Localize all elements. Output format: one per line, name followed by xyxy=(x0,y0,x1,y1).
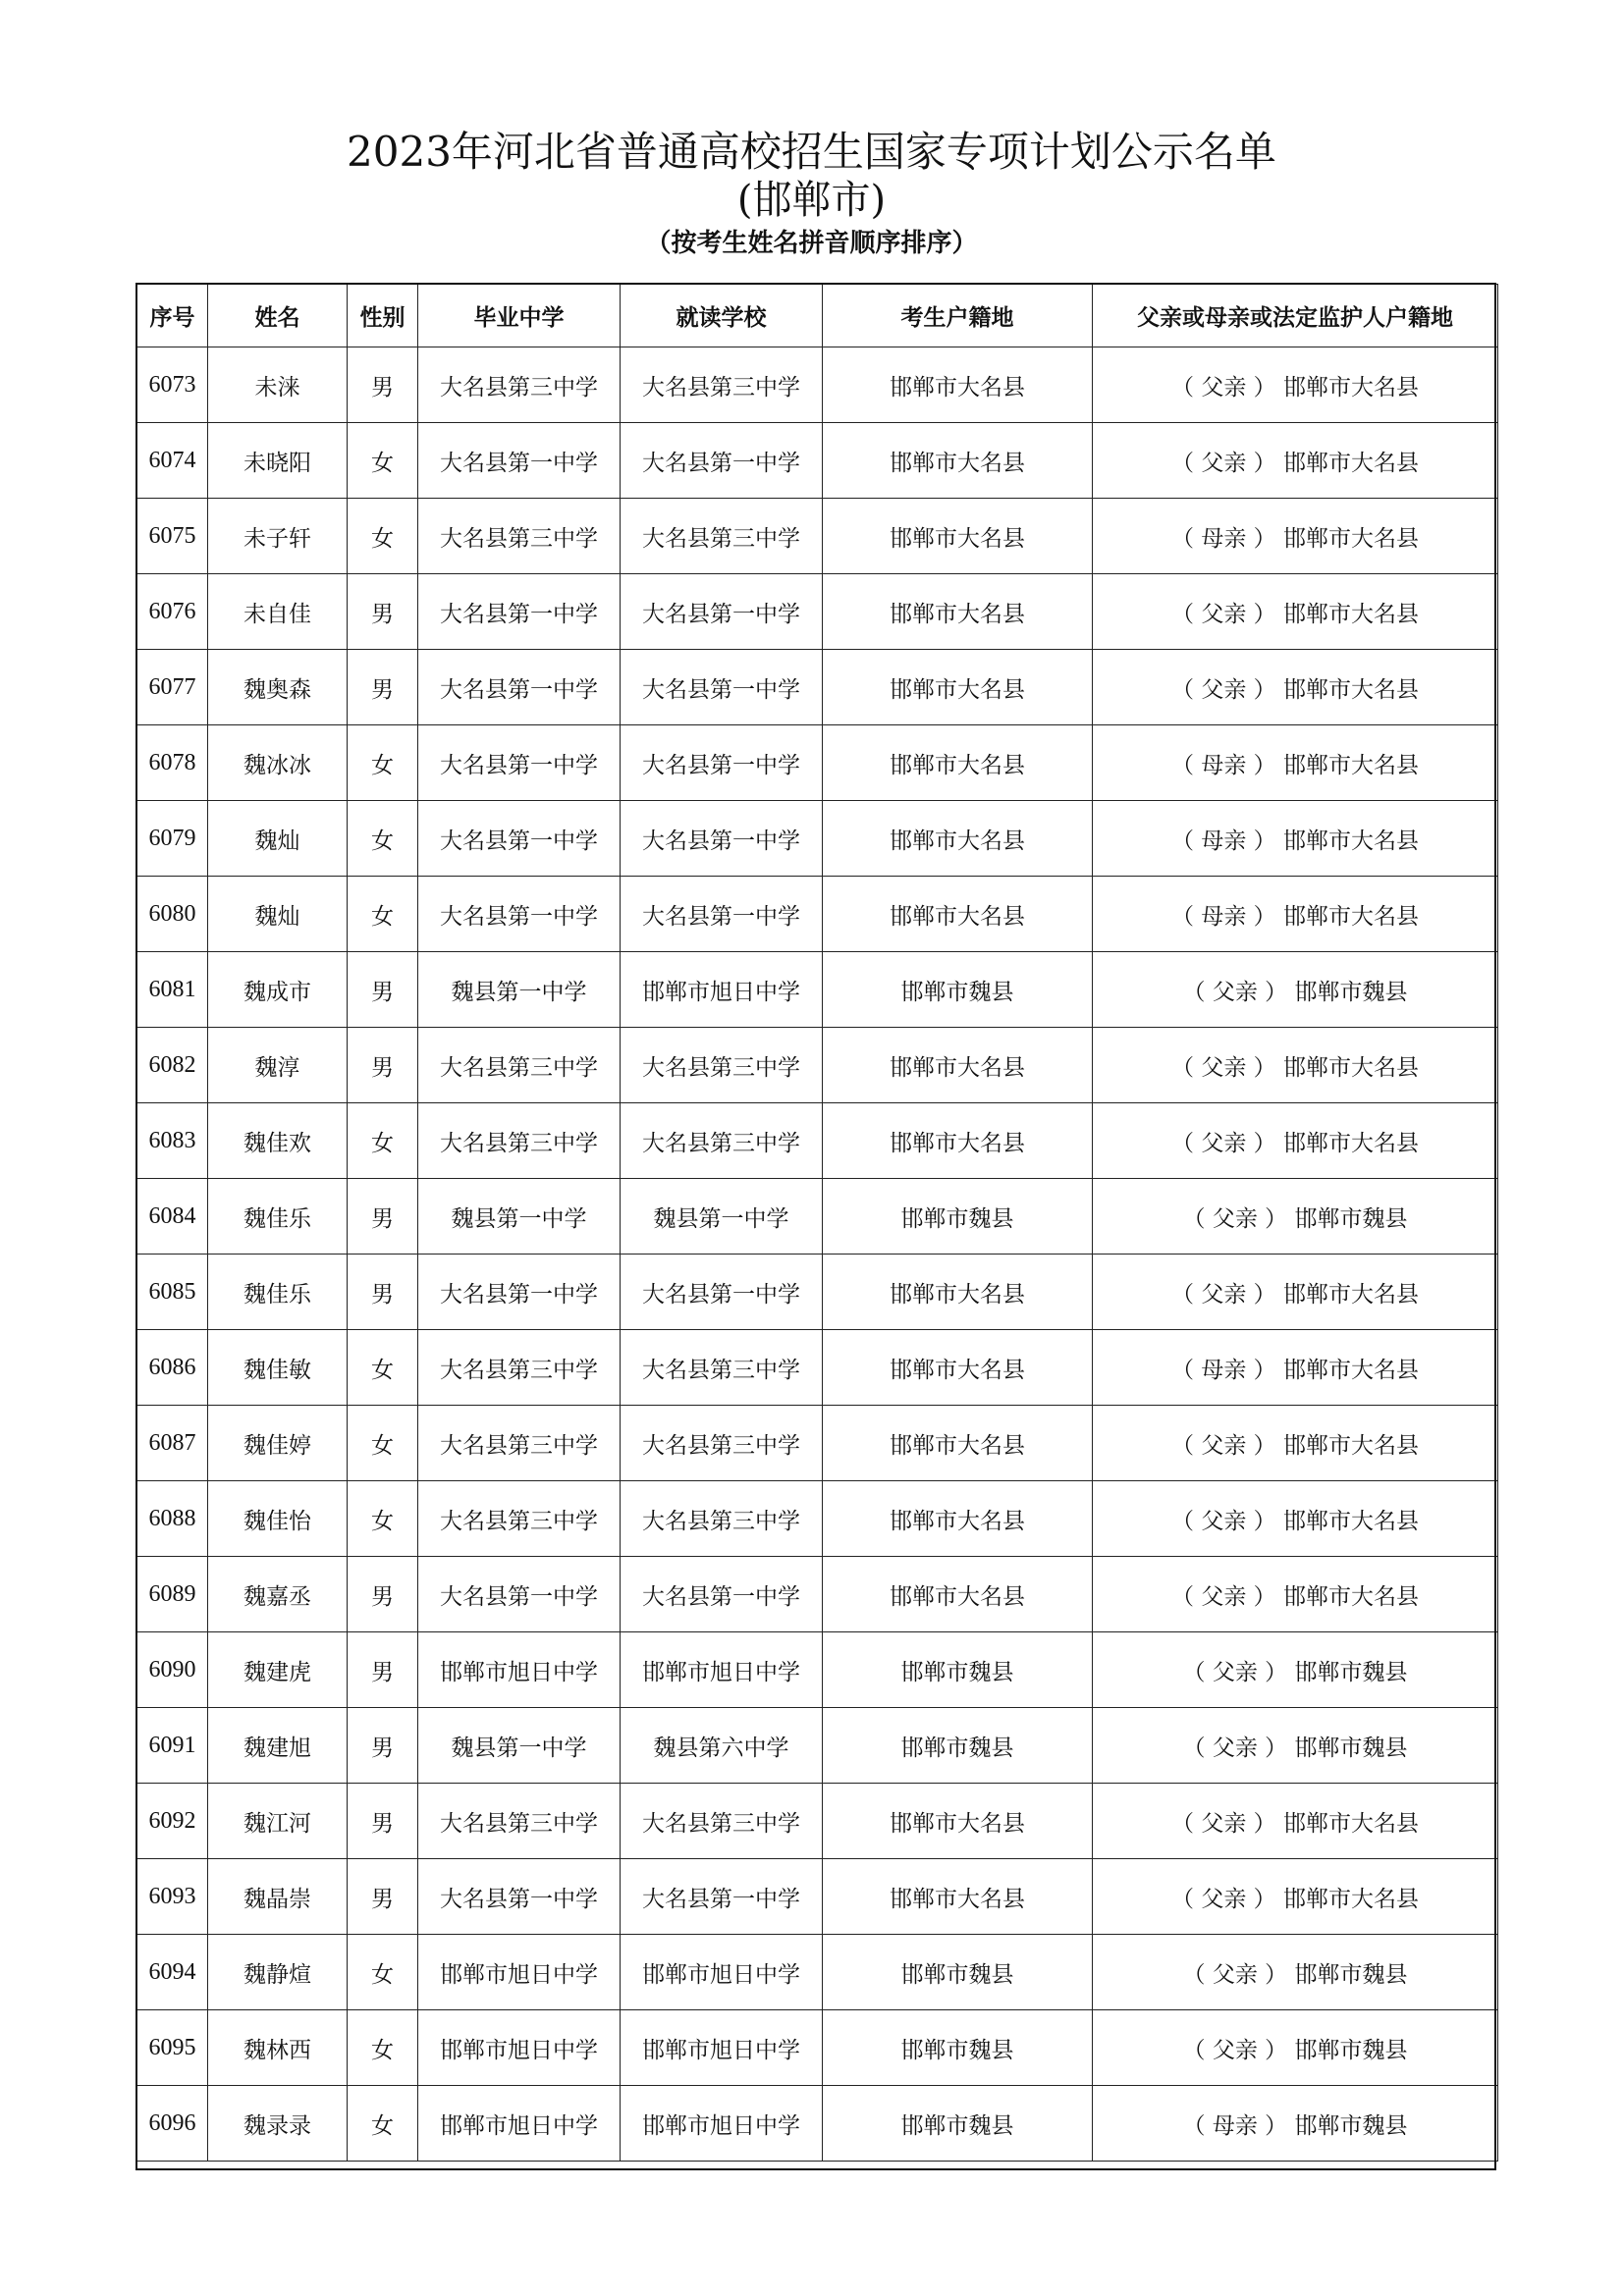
table-row xyxy=(137,877,1498,952)
cell-id: 6087 xyxy=(137,1406,208,1481)
cell-grad-school: 魏县第一中学 xyxy=(418,1708,621,1784)
cell-id: 6090 xyxy=(137,1632,208,1708)
cell-hukou: 邯郸市大名县 xyxy=(823,1557,1093,1632)
cell-id: 6093 xyxy=(137,1859,208,1935)
cell-guardian-hukou: （ 父亲 ） 邯郸市魏县 xyxy=(1093,1935,1498,2010)
cell-id: 6084 xyxy=(137,1179,208,1255)
cell-id: 6081 xyxy=(137,952,208,1028)
cell-guardian-hukou: （ 母亲 ） 邯郸市大名县 xyxy=(1093,1330,1498,1406)
cell-grad-school: 大名县第三中学 xyxy=(418,347,621,423)
cell-name: 魏成市 xyxy=(208,952,348,1028)
table-row xyxy=(137,1028,1498,1103)
cell-id: 6074 xyxy=(137,423,208,499)
cell-hukou: 邯郸市大名县 xyxy=(823,347,1093,423)
cell-grad-school: 大名县第三中学 xyxy=(418,499,621,574)
table-row xyxy=(137,1859,1498,1935)
table-row xyxy=(137,423,1498,499)
cell-guardian-hukou: （ 父亲 ） 邯郸市大名县 xyxy=(1093,1028,1498,1103)
cell-hukou: 邯郸市大名县 xyxy=(823,499,1093,574)
cell-hukou: 邯郸市大名县 xyxy=(823,1028,1093,1103)
cell-name: 魏江河 xyxy=(208,1784,348,1859)
cell-hukou: 邯郸市魏县 xyxy=(823,1632,1093,1708)
cell-gender: 女 xyxy=(348,423,418,499)
cell-hukou: 邯郸市大名县 xyxy=(823,423,1093,499)
cell-name: 未晓阳 xyxy=(208,423,348,499)
cell-grad-school: 大名县第一中学 xyxy=(418,1255,621,1330)
cell-gender: 女 xyxy=(348,2086,418,2162)
cell-name: 魏冰冰 xyxy=(208,725,348,801)
cell-gender: 男 xyxy=(348,1255,418,1330)
cell-grad-school: 邯郸市旭日中学 xyxy=(418,1935,621,2010)
cell-hukou: 邯郸市魏县 xyxy=(823,2010,1093,2086)
cell-id: 6095 xyxy=(137,2010,208,2086)
cell-guardian-hukou: （ 父亲 ） 邯郸市大名县 xyxy=(1093,1406,1498,1481)
cell-grad-school: 魏县第一中学 xyxy=(418,1179,621,1255)
table-row xyxy=(137,1179,1498,1255)
cell-current-school: 大名县第一中学 xyxy=(621,650,823,725)
cell-gender: 男 xyxy=(348,1708,418,1784)
table-row xyxy=(137,1784,1498,1859)
header-grad-school: 毕业中学 xyxy=(418,285,621,347)
cell-id: 6082 xyxy=(137,1028,208,1103)
cell-grad-school: 大名县第一中学 xyxy=(418,1557,621,1632)
cell-guardian-hukou: （ 父亲 ） 邯郸市大名县 xyxy=(1093,423,1498,499)
cell-gender: 女 xyxy=(348,1481,418,1557)
cell-name: 魏建虎 xyxy=(208,1632,348,1708)
cell-grad-school: 大名县第三中学 xyxy=(418,1481,621,1557)
cell-current-school: 大名县第三中学 xyxy=(621,1784,823,1859)
cell-current-school: 大名县第一中学 xyxy=(621,877,823,952)
cell-id: 6094 xyxy=(137,1935,208,2010)
cell-name: 未涞 xyxy=(208,347,348,423)
header-current-school: 就读学校 xyxy=(621,285,823,347)
cell-current-school: 邯郸市旭日中学 xyxy=(621,1935,823,2010)
cell-gender: 女 xyxy=(348,1103,418,1179)
cell-name: 魏淳 xyxy=(208,1028,348,1103)
cell-name: 魏灿 xyxy=(208,801,348,877)
cell-gender: 女 xyxy=(348,877,418,952)
document-city: (邯郸市) xyxy=(736,178,887,223)
cell-gender: 男 xyxy=(348,1557,418,1632)
cell-guardian-hukou: （ 父亲 ） 邯郸市大名县 xyxy=(1093,650,1498,725)
cell-name: 魏佳欢 xyxy=(208,1103,348,1179)
cell-name: 魏林西 xyxy=(208,2010,348,2086)
cell-name: 魏嘉丞 xyxy=(208,1557,348,1632)
cell-gender: 女 xyxy=(348,801,418,877)
cell-grad-school: 邯郸市旭日中学 xyxy=(418,2010,621,2086)
table-row xyxy=(137,1632,1498,1708)
cell-id: 6077 xyxy=(137,650,208,725)
cell-current-school: 大名县第一中学 xyxy=(621,423,823,499)
table-row xyxy=(137,952,1498,1028)
cell-id: 6073 xyxy=(137,347,208,423)
cell-grad-school: 大名县第一中学 xyxy=(418,877,621,952)
table-row xyxy=(137,725,1498,801)
cell-current-school: 大名县第三中学 xyxy=(621,347,823,423)
cell-hukou: 邯郸市大名县 xyxy=(823,1330,1093,1406)
cell-guardian-hukou: （ 父亲 ） 邯郸市魏县 xyxy=(1093,1632,1498,1708)
cell-gender: 男 xyxy=(348,1859,418,1935)
table-row xyxy=(137,801,1498,877)
cell-hukou: 邯郸市魏县 xyxy=(823,1935,1093,2010)
cell-guardian-hukou: （ 父亲 ） 邯郸市魏县 xyxy=(1093,1179,1498,1255)
cell-gender: 男 xyxy=(348,650,418,725)
cell-current-school: 大名县第一中学 xyxy=(621,725,823,801)
cell-hukou: 邯郸市大名县 xyxy=(823,1255,1093,1330)
cell-id: 6091 xyxy=(137,1708,208,1784)
table-row xyxy=(137,2010,1498,2086)
cell-name: 魏灿 xyxy=(208,877,348,952)
table-row xyxy=(137,1103,1498,1179)
cell-hukou: 邯郸市大名县 xyxy=(823,877,1093,952)
cell-gender: 男 xyxy=(348,1784,418,1859)
cell-id: 6076 xyxy=(137,574,208,650)
table-row xyxy=(137,1406,1498,1481)
cell-guardian-hukou: （ 父亲 ） 邯郸市大名县 xyxy=(1093,1557,1498,1632)
cell-current-school: 邯郸市旭日中学 xyxy=(621,952,823,1028)
table-row xyxy=(137,1255,1498,1330)
cell-name: 魏建旭 xyxy=(208,1708,348,1784)
table-row xyxy=(137,2086,1498,2162)
cell-gender: 男 xyxy=(348,574,418,650)
cell-current-school: 大名县第一中学 xyxy=(621,1859,823,1935)
cell-gender: 男 xyxy=(348,347,418,423)
cell-current-school: 魏县第一中学 xyxy=(621,1179,823,1255)
cell-hukou: 邯郸市大名县 xyxy=(823,801,1093,877)
cell-gender: 男 xyxy=(348,1028,418,1103)
cell-grad-school: 大名县第三中学 xyxy=(418,1406,621,1481)
roster-table xyxy=(136,284,1498,2162)
cell-current-school: 大名县第三中学 xyxy=(621,499,823,574)
cell-grad-school: 大名县第一中学 xyxy=(418,725,621,801)
cell-current-school: 大名县第三中学 xyxy=(621,1028,823,1103)
cell-guardian-hukou: （ 母亲 ） 邯郸市大名县 xyxy=(1093,877,1498,952)
cell-guardian-hukou: （ 父亲 ） 邯郸市大名县 xyxy=(1093,1784,1498,1859)
cell-current-school: 大名县第三中学 xyxy=(621,1330,823,1406)
cell-guardian-hukou: （ 母亲 ） 邯郸市魏县 xyxy=(1093,2086,1498,2162)
cell-hukou: 邯郸市大名县 xyxy=(823,1103,1093,1179)
table-row xyxy=(137,1708,1498,1784)
sort-note: （按考生姓名拼音顺序排序） xyxy=(645,229,978,258)
cell-name: 魏录录 xyxy=(208,2086,348,2162)
cell-hukou: 邯郸市大名县 xyxy=(823,574,1093,650)
cell-id: 6096 xyxy=(137,2086,208,2162)
cell-hukou: 邯郸市魏县 xyxy=(823,2086,1093,2162)
cell-grad-school: 大名县第一中学 xyxy=(418,650,621,725)
cell-id: 6092 xyxy=(137,1784,208,1859)
cell-id: 6088 xyxy=(137,1481,208,1557)
cell-hukou: 邯郸市大名县 xyxy=(823,725,1093,801)
roster-body xyxy=(137,347,1498,2162)
cell-current-school: 大名县第一中学 xyxy=(621,1255,823,1330)
cell-gender: 男 xyxy=(348,1632,418,1708)
cell-name: 魏佳乐 xyxy=(208,1179,348,1255)
cell-id: 6089 xyxy=(137,1557,208,1632)
cell-guardian-hukou: （ 父亲 ） 邯郸市大名县 xyxy=(1093,1103,1498,1179)
cell-guardian-hukou: （ 母亲 ） 邯郸市大名县 xyxy=(1093,499,1498,574)
cell-name: 魏奥森 xyxy=(208,650,348,725)
cell-hukou: 邯郸市大名县 xyxy=(823,650,1093,725)
cell-grad-school: 大名县第三中学 xyxy=(418,1330,621,1406)
cell-gender: 女 xyxy=(348,725,418,801)
cell-grad-school: 大名县第一中学 xyxy=(418,423,621,499)
cell-name: 魏佳乐 xyxy=(208,1255,348,1330)
table-row xyxy=(137,650,1498,725)
cell-name: 魏晶崇 xyxy=(208,1859,348,1935)
cell-id: 6075 xyxy=(137,499,208,574)
cell-hukou: 邯郸市大名县 xyxy=(823,1784,1093,1859)
cell-current-school: 邯郸市旭日中学 xyxy=(621,2010,823,2086)
cell-guardian-hukou: （ 父亲 ） 邯郸市魏县 xyxy=(1093,1708,1498,1784)
document-title: 2023年河北省普通高校招生国家专项计划公示名单 xyxy=(347,128,1276,176)
cell-hukou: 邯郸市魏县 xyxy=(823,952,1093,1028)
cell-current-school: 大名县第三中学 xyxy=(621,1406,823,1481)
cell-current-school: 大名县第一中学 xyxy=(621,801,823,877)
cell-grad-school: 邯郸市旭日中学 xyxy=(418,2086,621,2162)
header-name: 姓名 xyxy=(208,285,348,347)
cell-hukou: 邯郸市大名县 xyxy=(823,1481,1093,1557)
cell-current-school: 大名县第一中学 xyxy=(621,574,823,650)
table-row xyxy=(137,1330,1498,1406)
cell-id: 6085 xyxy=(137,1255,208,1330)
cell-guardian-hukou: （ 父亲 ） 邯郸市魏县 xyxy=(1093,2010,1498,2086)
cell-name: 未子轩 xyxy=(208,499,348,574)
cell-gender: 男 xyxy=(348,1179,418,1255)
cell-grad-school: 魏县第一中学 xyxy=(418,952,621,1028)
cell-guardian-hukou: （ 父亲 ） 邯郸市大名县 xyxy=(1093,574,1498,650)
cell-guardian-hukou: （ 母亲 ） 邯郸市大名县 xyxy=(1093,801,1498,877)
table-row xyxy=(137,1557,1498,1632)
cell-current-school: 大名县第一中学 xyxy=(621,1557,823,1632)
cell-hukou: 邯郸市大名县 xyxy=(823,1406,1093,1481)
cell-current-school: 大名县第三中学 xyxy=(621,1103,823,1179)
cell-grad-school: 大名县第一中学 xyxy=(418,574,621,650)
cell-id: 6080 xyxy=(137,877,208,952)
table-row xyxy=(137,347,1498,423)
cell-grad-school: 大名县第三中学 xyxy=(418,1028,621,1103)
cell-guardian-hukou: （ 父亲 ） 邯郸市大名县 xyxy=(1093,1255,1498,1330)
cell-guardian-hukou: （ 母亲 ） 邯郸市大名县 xyxy=(1093,725,1498,801)
cell-id: 6083 xyxy=(137,1103,208,1179)
cell-grad-school: 大名县第三中学 xyxy=(418,1103,621,1179)
cell-name: 魏静煊 xyxy=(208,1935,348,2010)
table-row xyxy=(137,1481,1498,1557)
table-row xyxy=(137,1935,1498,2010)
header-gender: 性别 xyxy=(348,285,418,347)
cell-grad-school: 大名县第一中学 xyxy=(418,1859,621,1935)
cell-gender: 女 xyxy=(348,1935,418,2010)
cell-grad-school: 大名县第三中学 xyxy=(418,1784,621,1859)
header-id: 序号 xyxy=(137,285,208,347)
header-guardian-hukou: 父亲或母亲或法定监护人户籍地 xyxy=(1093,285,1498,347)
cell-guardian-hukou: （ 父亲 ） 邯郸市大名县 xyxy=(1093,1481,1498,1557)
cell-current-school: 邯郸市旭日中学 xyxy=(621,1632,823,1708)
cell-grad-school: 邯郸市旭日中学 xyxy=(418,1632,621,1708)
cell-current-school: 邯郸市旭日中学 xyxy=(621,2086,823,2162)
cell-id: 6086 xyxy=(137,1330,208,1406)
cell-gender: 女 xyxy=(348,499,418,574)
cell-gender: 女 xyxy=(348,1406,418,1481)
cell-current-school: 大名县第三中学 xyxy=(621,1481,823,1557)
cell-name: 未自佳 xyxy=(208,574,348,650)
table-row xyxy=(137,574,1498,650)
table-row xyxy=(137,499,1498,574)
cell-name: 魏佳敏 xyxy=(208,1330,348,1406)
cell-hukou: 邯郸市魏县 xyxy=(823,1708,1093,1784)
cell-current-school: 魏县第六中学 xyxy=(621,1708,823,1784)
cell-gender: 女 xyxy=(348,1330,418,1406)
cell-guardian-hukou: （ 父亲 ） 邯郸市魏县 xyxy=(1093,952,1498,1028)
cell-name: 魏佳婷 xyxy=(208,1406,348,1481)
cell-hukou: 邯郸市魏县 xyxy=(823,1179,1093,1255)
header-hukou: 考生户籍地 xyxy=(823,285,1093,347)
cell-id: 6079 xyxy=(137,801,208,877)
cell-name: 魏佳怡 xyxy=(208,1481,348,1557)
cell-id: 6078 xyxy=(137,725,208,801)
cell-grad-school: 大名县第一中学 xyxy=(418,801,621,877)
cell-gender: 男 xyxy=(348,952,418,1028)
cell-guardian-hukou: （ 父亲 ） 邯郸市大名县 xyxy=(1093,1859,1498,1935)
table-header-row xyxy=(137,285,1498,347)
cell-gender: 女 xyxy=(348,2010,418,2086)
cell-hukou: 邯郸市大名县 xyxy=(823,1859,1093,1935)
cell-guardian-hukou: （ 父亲 ） 邯郸市大名县 xyxy=(1093,347,1498,423)
